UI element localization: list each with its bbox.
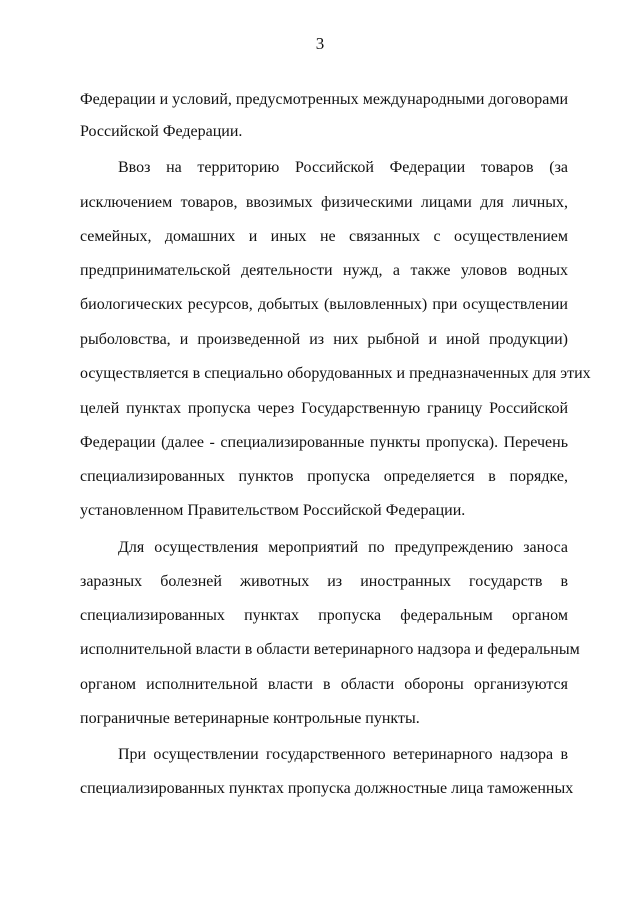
text-line: При осуществлении государственного ветеринарного надзора в [118, 746, 568, 763]
text-line: специализированных пунктах пропуска федеральным органом [80, 607, 568, 624]
text-line: Федерации и условий, предусмотренных международными договорами [80, 91, 568, 108]
text-line: исполнительной власти в области ветеринарного надзора и федеральным [80, 641, 580, 658]
text-line: Российской Федерации. [80, 123, 243, 140]
text-line: осуществляется в специально оборудованных и предназначенных для этих [80, 365, 591, 382]
text-line: пограничные ветеринарные контрольные пункты. [80, 710, 420, 727]
text-line: установленном Правительством Российской Федерации. [80, 502, 466, 519]
text-line: Ввоз на территорию Российской Федерации товаров (за [118, 159, 568, 176]
text-line: Федерации (далее - специализированные пункты пропуска). Перечень [80, 434, 568, 451]
text-line: рыболовства, и произведенной из них рыбной и иной продукции) [80, 331, 568, 348]
text-line: целей пунктах пропуска через Государственную границу Российской [80, 400, 568, 417]
page-number: 3 [315, 34, 325, 53]
text-line: органом исполнительной власти в области обороны организуются [80, 676, 568, 693]
text-line: специализированных пунктов пропуска определяется в порядке, [80, 468, 568, 485]
text-line: Для осуществления мероприятий по предупреждению заноса [118, 539, 568, 556]
text-line: биологических ресурсов, добытых (выловленных) при осуществлении [80, 296, 568, 313]
text-line: семейных, домашних и иных не связанных с осуществлением [80, 228, 568, 245]
text-line: исключением товаров, ввозимых физическими лицами для личных, [80, 194, 568, 211]
text-line: предпринимательской деятельности нужд, а также уловов водных [80, 262, 568, 279]
text-line: заразных болезней животных из иностранных государств в [80, 573, 568, 590]
text-line: специализированных пунктах пропуска должностные лица таможенных [80, 780, 574, 797]
